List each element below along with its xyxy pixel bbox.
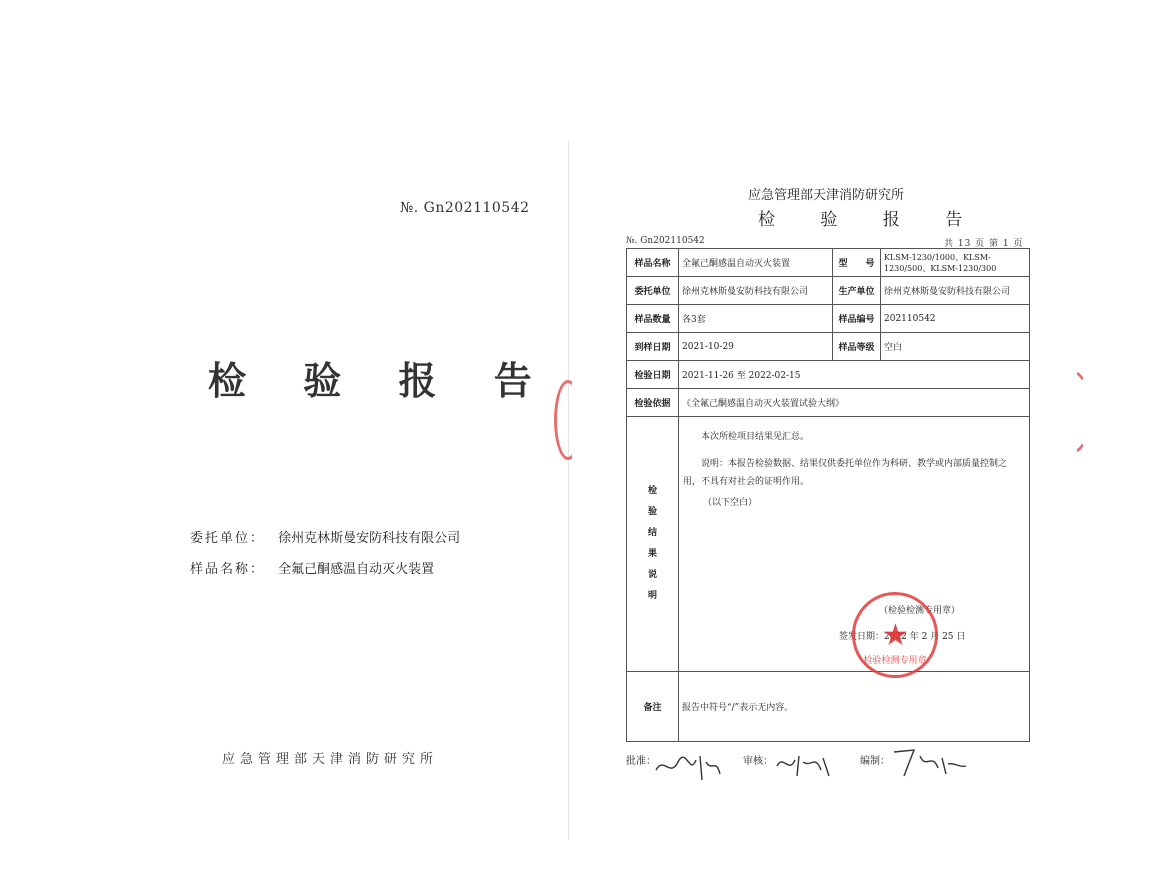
sample-number-label: 样品编号: [833, 305, 881, 333]
client-label: 委托单位: [627, 277, 679, 305]
official-seal: [852, 592, 938, 678]
report-table: [626, 248, 1030, 742]
quantity-label: 样品数量: [627, 305, 679, 333]
review-label: 审核：: [743, 756, 773, 767]
compile-signature: [890, 744, 970, 782]
result-label: [627, 417, 679, 672]
grade-label: 样品等级: [833, 333, 881, 361]
cover-page: [78, 140, 569, 840]
client-value: 徐州克林斯曼安防科技有限公司: [679, 277, 833, 305]
sample-name-value: 全氟己酮感温自动灭火装置: [679, 249, 833, 277]
result-label-char: 明: [647, 591, 657, 601]
blank-marker: （以下空白）: [703, 498, 758, 508]
result-label-char: 结: [647, 528, 657, 538]
approve-label: 批准：: [626, 756, 656, 767]
cover-sample-value: 全氟己酮感温自动灭火装置: [278, 562, 435, 577]
model-value: KLSM-1230/1000、KLSM-1230/500、KLSM-1230/300: [881, 249, 1030, 277]
report-number: №. Gn202110542: [626, 236, 705, 246]
grade-value: 空白: [881, 333, 1030, 361]
seal-text: 检验检测专用章: [863, 656, 927, 666]
institute-title: 应急管理部天津消防研究所: [748, 188, 905, 203]
cover-organization: 应急管理部天津消防研究所: [222, 752, 439, 767]
arrival-date-value: 2021-10-29: [679, 333, 833, 361]
table-row: [627, 249, 1030, 277]
table-row: [627, 305, 1030, 333]
table-row: [627, 672, 1030, 742]
producer-value: 徐州克林斯曼安防科技有限公司: [881, 277, 1030, 305]
report-title: 检 验 报 告: [758, 210, 983, 230]
producer-label: 生产单位: [833, 277, 881, 305]
approve-signature: [652, 748, 722, 788]
table-row: [627, 333, 1030, 361]
compile-label: 编制：: [860, 756, 890, 767]
sample-name-label: 样品名称: [627, 249, 679, 277]
remark-label: 备注: [627, 672, 679, 742]
cover-sample-label: 样品名称：: [190, 562, 266, 577]
review-signature: [773, 748, 833, 782]
cover-sample-row: [190, 558, 434, 577]
result-paragraph: 本次所检项目结果见汇总。: [701, 432, 810, 442]
result-label-char: 验: [647, 507, 657, 517]
remark-value: 报告中符号“/”表示无内容。: [679, 672, 1030, 742]
basis-value: 《全氟己酮感温自动灭火装置试验大纲》: [679, 389, 1030, 417]
page-count: 共 13 页 第 1 页: [944, 239, 1024, 249]
result-label-char: 果: [647, 549, 657, 559]
cover-client-row: [190, 527, 460, 546]
cover-report-number: №. Gn202110542: [400, 200, 530, 216]
sample-number-value: 202110542: [881, 305, 1030, 333]
quantity-value: 各3套: [679, 305, 833, 333]
seal-star-icon: ★: [882, 618, 909, 653]
table-row: [627, 277, 1030, 305]
table-row: [627, 389, 1030, 417]
cover-client-value: 徐州克林斯曼安防科技有限公司: [278, 531, 461, 546]
cover-client-label: 委托单位：: [190, 531, 266, 546]
issue-date: 签发日期：2022 年 2 月 25 日: [839, 632, 966, 642]
arrival-date-label: 到样日期: [627, 333, 679, 361]
result-label-char: 说: [647, 570, 657, 580]
table-row: [627, 361, 1030, 389]
test-date-label: 检验日期: [627, 361, 679, 389]
test-date-value: 2021-11-26 至 2022-02-15: [679, 361, 1030, 389]
seal-caption: （检验检测专用章）: [879, 606, 961, 616]
table-row: [627, 417, 1030, 672]
basis-label: 检验依据: [627, 389, 679, 417]
result-label-char: 检: [647, 486, 657, 496]
model-label: 型 号: [833, 249, 881, 277]
result-note: 说明：本报告检验数据、结果仅供委托单位作为科研、教学或内部质量控制之用，不具有对社会的证明作用。: [683, 459, 1008, 487]
cover-title: 检 验 报 告: [208, 359, 554, 403]
